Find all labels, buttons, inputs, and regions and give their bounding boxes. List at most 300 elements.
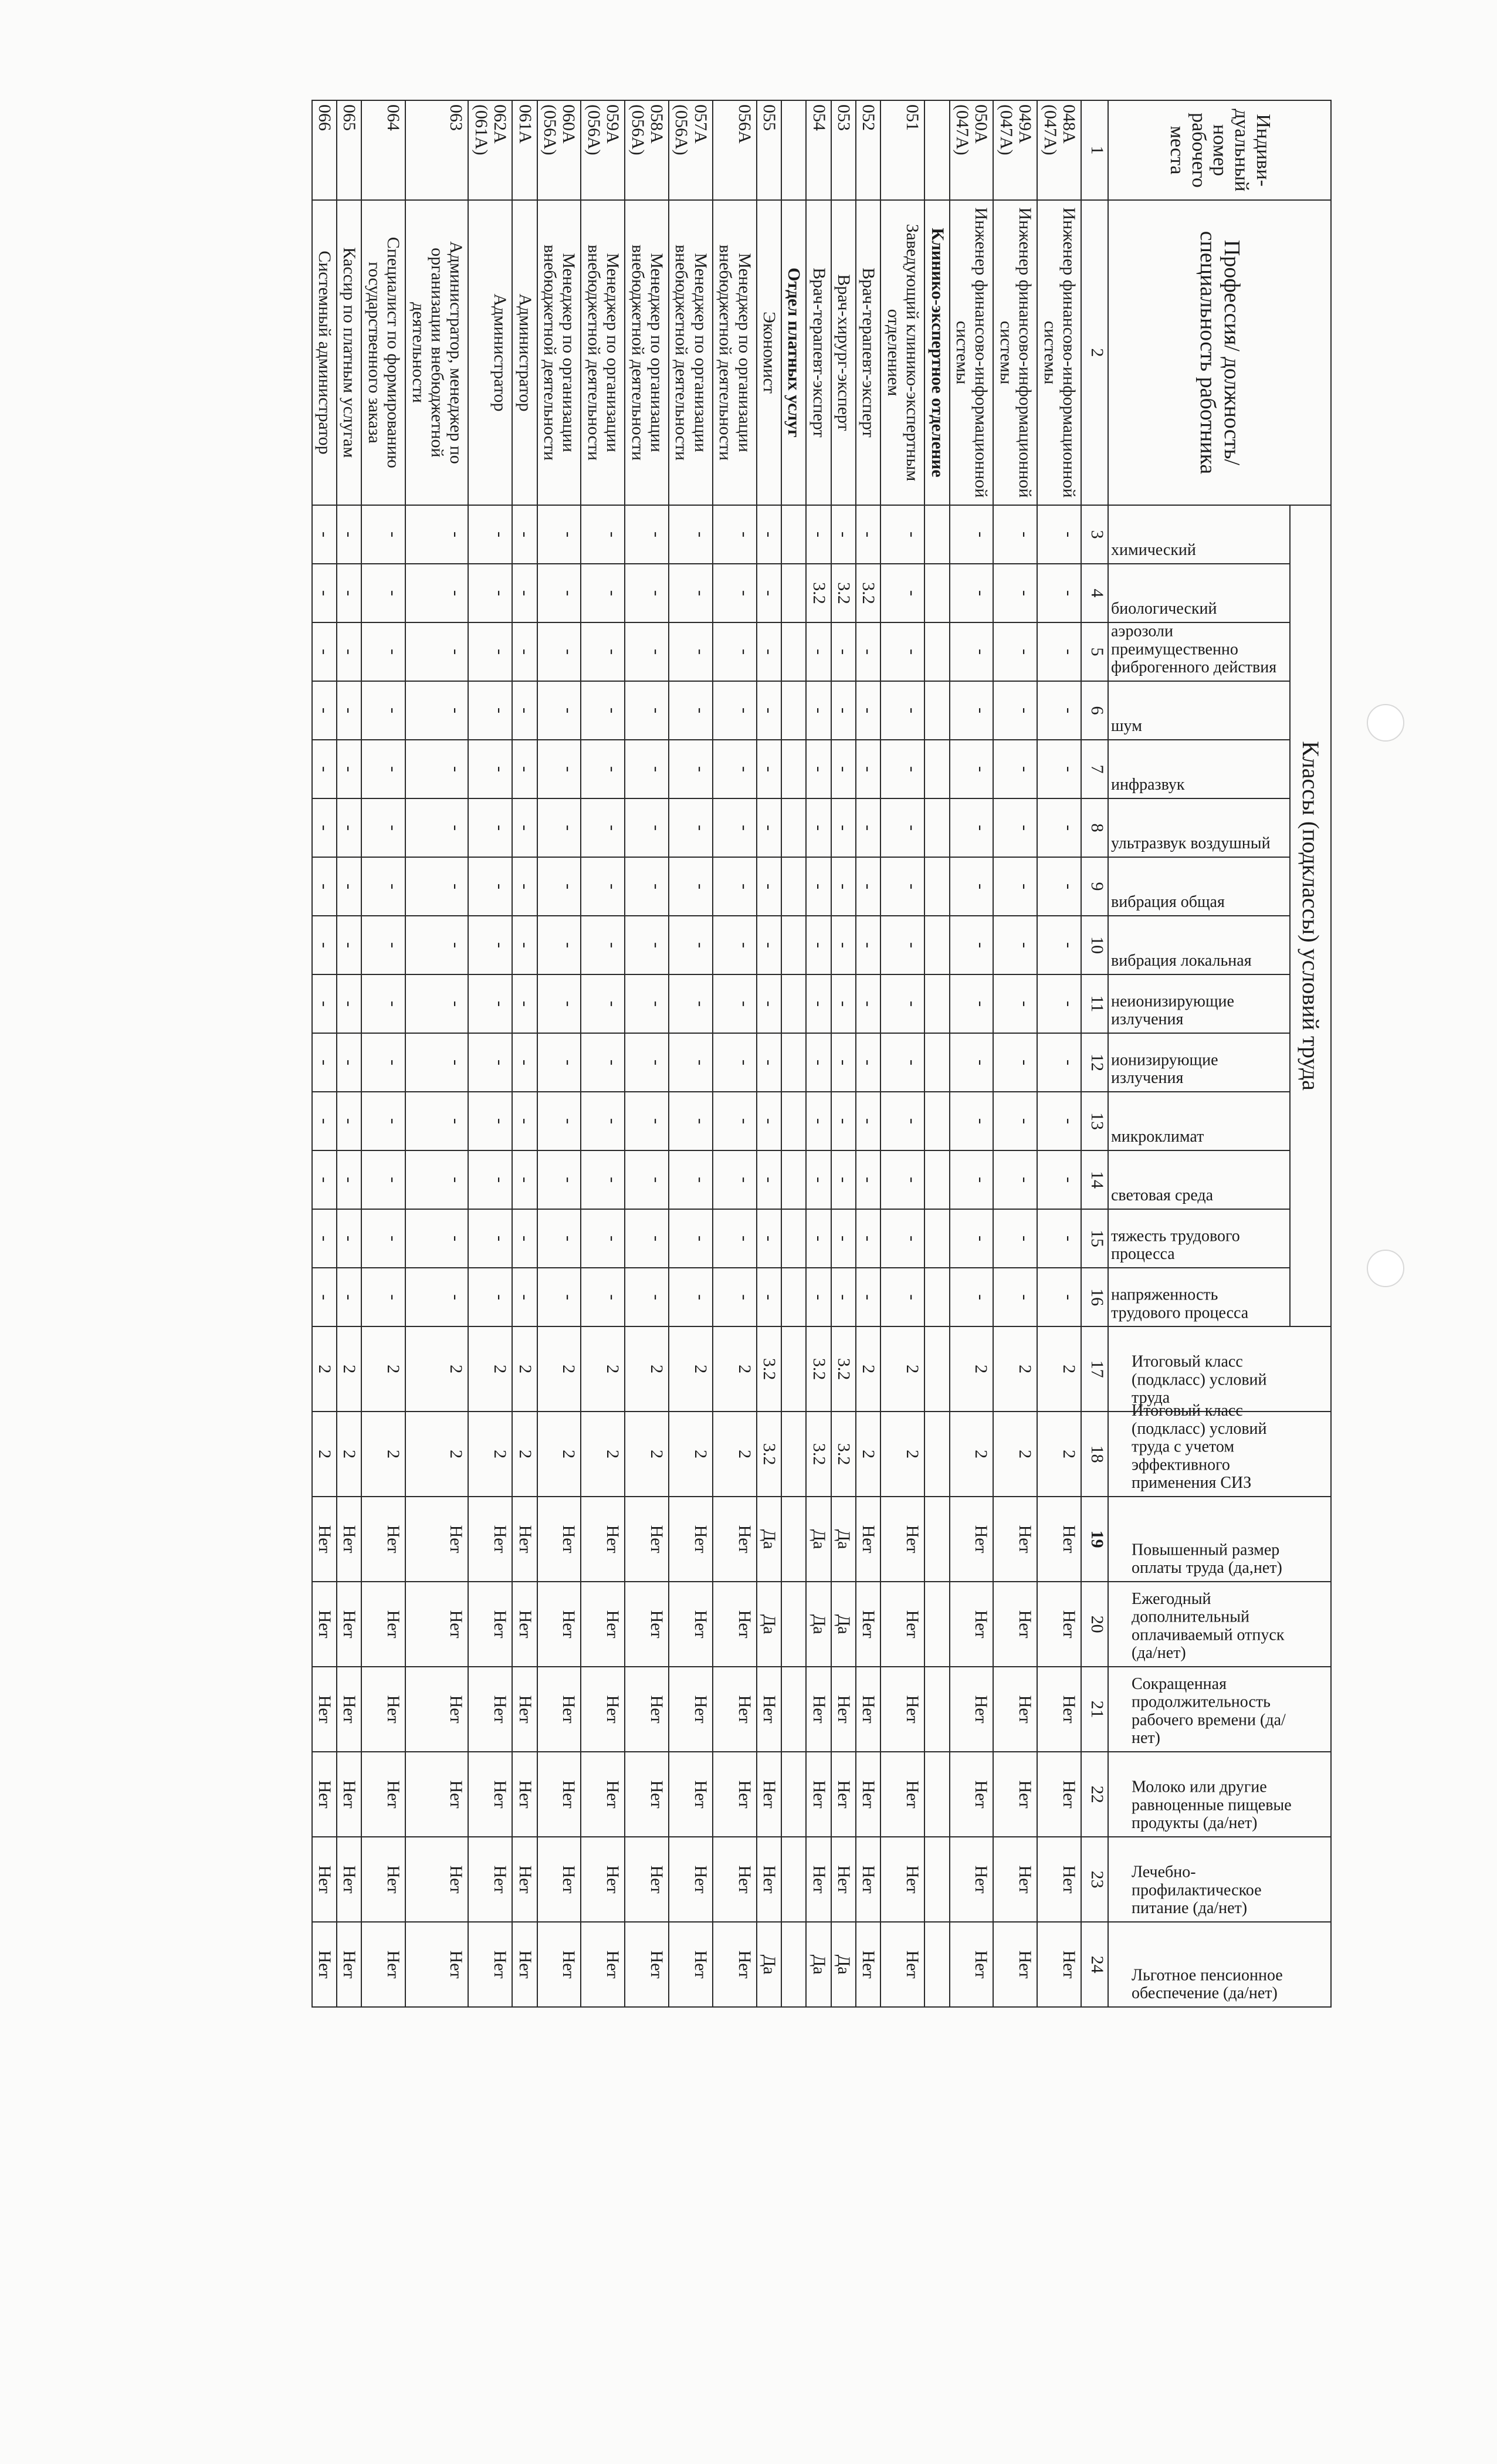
factor-class-cell: -: [856, 1150, 880, 1209]
profession: Системный администратор: [312, 200, 337, 505]
guarantee-cell: Нет: [405, 1667, 468, 1752]
factor-class-cell: -: [405, 1268, 468, 1326]
factor-class-cell: -: [856, 1033, 880, 1092]
header-factor: [1108, 857, 1290, 916]
factor-class-cell: -: [856, 505, 880, 564]
total-class-siz-cell: 2: [625, 1412, 669, 1497]
header-factor-label: световая среда: [1111, 1186, 1214, 1205]
guarantee-cell: Да: [757, 1497, 781, 1582]
section-empty-cell: [924, 916, 949, 974]
section-empty-cell: [924, 1092, 949, 1150]
section-empty-cell: [924, 1837, 949, 1922]
workplace-number: 058А (056А): [625, 100, 669, 200]
factor-class-cell: -: [468, 564, 512, 622]
table-row: [625, 100, 669, 2007]
table-row: [468, 100, 512, 2007]
conditions-table-sheet: [135, 100, 1332, 2003]
factor-class-cell: -: [880, 1150, 924, 1209]
factor-class-cell: -: [856, 974, 880, 1033]
guarantee-cell: Нет: [337, 1837, 361, 1922]
factor-class-cell: -: [757, 681, 781, 740]
factor-class-cell: -: [669, 564, 713, 622]
factor-class-cell: -: [537, 1092, 581, 1150]
header-extra-7: [1108, 1837, 1331, 1922]
section-empty-cell: [781, 681, 806, 740]
factor-class-cell: -: [669, 622, 713, 681]
factor-class-cell: -: [806, 1268, 831, 1326]
factor-class-cell: -: [312, 798, 337, 857]
factor-class-cell: -: [512, 1209, 537, 1268]
total-class-cell: 2: [468, 1326, 512, 1412]
header-factor: [1108, 1268, 1290, 1326]
section-empty-cell: [924, 1582, 949, 1667]
header-extra-3-label: Повышенный размер оплаты труда (да,нет): [1132, 1541, 1282, 1578]
total-class-cell: 2: [713, 1326, 757, 1412]
factor-class-cell: -: [950, 974, 994, 1033]
table-body: [312, 100, 1081, 2007]
header-factor: [1108, 1209, 1290, 1268]
total-class-cell: 2: [993, 1326, 1037, 1412]
guarantee-cell: Нет: [993, 1837, 1037, 1922]
section-empty-cell: [781, 916, 806, 974]
table-row: [856, 100, 880, 2007]
factor-class-cell: -: [950, 740, 994, 798]
guarantee-cell: Нет: [468, 1667, 512, 1752]
profession: Инженер финансово-информационной системы: [950, 200, 994, 505]
total-class-siz-cell: 2: [993, 1412, 1037, 1497]
factor-class-cell: -: [993, 916, 1037, 974]
guarantee-cell: Нет: [537, 1837, 581, 1922]
section-empty-cell: [924, 974, 949, 1033]
section-empty-cell: [924, 1209, 949, 1268]
factor-class-cell: -: [831, 740, 856, 798]
factor-class-cell: -: [856, 1092, 880, 1150]
factor-class-cell: -: [1037, 1033, 1081, 1092]
section-empty-cell: [924, 505, 949, 564]
factor-class-cell: -: [856, 857, 880, 916]
guarantee-cell: Нет: [713, 1752, 757, 1837]
factor-class-cell: -: [581, 1150, 625, 1209]
header-factor: [1108, 740, 1290, 798]
factor-class-cell: -: [1037, 1092, 1081, 1150]
header-extra-1: [1108, 1326, 1331, 1412]
factor-class-cell: 3.2: [806, 564, 831, 622]
column-number: 11: [1081, 974, 1108, 1033]
guarantee-cell: Нет: [468, 1497, 512, 1582]
guarantee-cell: Нет: [806, 1752, 831, 1837]
factor-class-cell: -: [831, 798, 856, 857]
factor-class-cell: -: [468, 1209, 512, 1268]
guarantee-cell: Нет: [581, 1497, 625, 1582]
factor-class-cell: -: [880, 1092, 924, 1150]
guarantee-cell: Нет: [880, 1837, 924, 1922]
guarantee-cell: Нет: [669, 1922, 713, 2007]
section-empty-cell: [924, 622, 949, 681]
section-empty-cell: [924, 740, 949, 798]
total-class-siz-cell: 2: [512, 1412, 537, 1497]
factor-class-cell: -: [831, 1150, 856, 1209]
column-number: 1: [1081, 100, 1108, 200]
guarantee-cell: Нет: [880, 1667, 924, 1752]
factor-class-cell: -: [713, 740, 757, 798]
section-empty-cell: [781, 622, 806, 681]
factor-class-cell: -: [405, 1209, 468, 1268]
guarantee-cell: Нет: [405, 1922, 468, 2007]
factor-class-cell: -: [312, 622, 337, 681]
section-empty-cell: [781, 1033, 806, 1092]
factor-class-cell: -: [806, 1092, 831, 1150]
total-class-siz-cell: 2: [362, 1412, 406, 1497]
guarantee-cell: Нет: [581, 1667, 625, 1752]
factor-class-cell: -: [1037, 798, 1081, 857]
header-extra-7-label: Лечебно-профилактическое питание (да/нет): [1132, 1863, 1262, 1918]
section-empty-cell: [924, 1667, 949, 1752]
factor-class-cell: -: [312, 857, 337, 916]
factor-class-cell: -: [537, 798, 581, 857]
guarantee-cell: Нет: [993, 1497, 1037, 1582]
workplace-number: 066: [312, 100, 337, 200]
factor-class-cell: -: [405, 564, 468, 622]
factor-class-cell: -: [806, 857, 831, 916]
table-row: [362, 100, 406, 2007]
factor-class-cell: -: [713, 681, 757, 740]
factor-class-cell: -: [362, 974, 406, 1033]
factor-class-cell: -: [337, 974, 361, 1033]
column-number: 8: [1081, 798, 1108, 857]
guarantee-cell: Нет: [831, 1667, 856, 1752]
guarantee-cell: Нет: [537, 1752, 581, 1837]
guarantee-cell: Нет: [669, 1582, 713, 1667]
factor-class-cell: -: [806, 1033, 831, 1092]
table-row: [950, 100, 994, 2007]
header-workplace-number: Индиви-дуальный номер рабочего места: [1108, 100, 1331, 200]
guarantee-cell: Нет: [337, 1582, 361, 1667]
header-extra-6-label: Молоко или другие равноценные пищевые продукты (да/нет): [1132, 1778, 1292, 1833]
total-class-cell: 2: [950, 1326, 994, 1412]
factor-class-cell: -: [625, 916, 669, 974]
header-extra-2-label: Итоговый класс (подкласс) условий труда с учетом эффективного применения СИЗ: [1132, 1402, 1267, 1492]
factor-class-cell: -: [625, 974, 669, 1033]
profession: Инженер финансово-информационной системы: [1037, 200, 1081, 505]
guarantee-cell: Нет: [625, 1497, 669, 1582]
factor-class-cell: -: [856, 681, 880, 740]
guarantee-cell: Нет: [950, 1752, 994, 1837]
factor-class-cell: -: [405, 1033, 468, 1092]
factor-class-cell: -: [831, 1092, 856, 1150]
factor-class-cell: -: [993, 798, 1037, 857]
total-class-cell: 2: [625, 1326, 669, 1412]
guarantee-cell: Нет: [405, 1497, 468, 1582]
section-empty-cell: [781, 1326, 806, 1412]
factor-class-cell: -: [337, 564, 361, 622]
factor-class-cell: -: [625, 1092, 669, 1150]
factor-class-cell: -: [950, 1209, 994, 1268]
header-profession: Профессия/ должность/ специальность работника: [1108, 200, 1331, 505]
header-factor: [1108, 1033, 1290, 1092]
header-factor-label: ионизирующие излучения: [1111, 1051, 1218, 1088]
profession: Врач-терапевт-эксперт: [856, 200, 880, 505]
header-factor: [1108, 974, 1290, 1033]
profession: Менеджер по организации внебюджетной деятельности: [713, 200, 757, 505]
factor-class-cell: -: [880, 857, 924, 916]
factor-class-cell: -: [757, 564, 781, 622]
total-class-siz-cell: 2: [713, 1412, 757, 1497]
guarantee-cell: Нет: [581, 1582, 625, 1667]
factor-class-cell: -: [880, 974, 924, 1033]
guarantee-cell: Нет: [713, 1497, 757, 1582]
workplace-number: 051: [880, 100, 924, 200]
factor-class-cell: -: [757, 857, 781, 916]
total-class-siz-cell: 2: [669, 1412, 713, 1497]
total-class-cell: 2: [581, 1326, 625, 1412]
total-class-cell: 2: [669, 1326, 713, 1412]
factor-class-cell: -: [669, 1033, 713, 1092]
guarantee-cell: Нет: [625, 1752, 669, 1837]
factor-class-cell: -: [625, 1033, 669, 1092]
total-class-cell: 2: [312, 1326, 337, 1412]
factor-class-cell: -: [537, 681, 581, 740]
factor-class-cell: -: [880, 505, 924, 564]
section-empty-cell: [924, 100, 949, 200]
total-class-siz-cell: 2: [950, 1412, 994, 1497]
header-row-column-numbers: [1081, 100, 1108, 2007]
guarantee-cell: Нет: [950, 1582, 994, 1667]
profession: Менеджер по организации внебюджетной деятельности: [537, 200, 581, 505]
guarantee-cell: Нет: [581, 1837, 625, 1922]
factor-class-cell: -: [581, 1268, 625, 1326]
guarantee-cell: Да: [831, 1497, 856, 1582]
profession: Администратор, менеджер по организации внебюджетной деятельности: [405, 200, 468, 505]
guarantee-cell: Нет: [950, 1922, 994, 2007]
factor-class-cell: -: [405, 1092, 468, 1150]
factor-class-cell: -: [312, 505, 337, 564]
factor-class-cell: -: [362, 681, 406, 740]
factor-class-cell: -: [625, 740, 669, 798]
total-class-siz-cell: 2: [312, 1412, 337, 1497]
factor-class-cell: -: [537, 1268, 581, 1326]
profession: Экономист: [757, 200, 781, 505]
guarantee-cell: Нет: [405, 1837, 468, 1922]
factor-class-cell: -: [625, 681, 669, 740]
guarantee-cell: Нет: [362, 1752, 406, 1837]
guarantee-cell: Нет: [537, 1667, 581, 1752]
table-row: [757, 100, 781, 2007]
total-class-cell: 2: [856, 1326, 880, 1412]
section-empty-cell: [781, 505, 806, 564]
guarantee-cell: Нет: [512, 1837, 537, 1922]
header-extra-4-label: Ежегодный дополнительный оплачиваемый отпуск (да/нет): [1132, 1589, 1285, 1663]
guarantee-cell: Да: [806, 1497, 831, 1582]
table-row: [993, 100, 1037, 2007]
factor-class-cell: -: [468, 622, 512, 681]
profession: Администратор: [512, 200, 537, 505]
factor-class-cell: -: [362, 564, 406, 622]
factor-class-cell: -: [512, 916, 537, 974]
factor-class-cell: -: [880, 916, 924, 974]
factor-class-cell: -: [993, 1033, 1037, 1092]
guarantee-cell: Нет: [337, 1497, 361, 1582]
factor-class-cell: -: [537, 1150, 581, 1209]
factor-class-cell: -: [405, 798, 468, 857]
guarantee-cell: Нет: [880, 1752, 924, 1837]
factor-class-cell: -: [831, 974, 856, 1033]
guarantee-cell: Нет: [993, 1667, 1037, 1752]
factor-class-cell: -: [405, 857, 468, 916]
guarantee-cell: Нет: [581, 1922, 625, 2007]
factor-class-cell: -: [468, 916, 512, 974]
factor-class-cell: -: [806, 1209, 831, 1268]
header-extra-3: [1108, 1497, 1331, 1582]
guarantee-cell: Нет: [993, 1582, 1037, 1667]
workplace-number: 049А (047А): [993, 100, 1037, 200]
guarantee-cell: Нет: [362, 1497, 406, 1582]
total-class-siz-cell: 3.2: [831, 1412, 856, 1497]
factor-class-cell: -: [312, 1033, 337, 1092]
guarantee-cell: Нет: [856, 1667, 880, 1752]
factor-class-cell: -: [757, 1092, 781, 1150]
factor-class-cell: -: [405, 916, 468, 974]
section-empty-cell: [924, 1326, 949, 1412]
factor-class-cell: -: [537, 974, 581, 1033]
guarantee-cell: Нет: [856, 1837, 880, 1922]
table-row: [405, 100, 468, 2007]
header-factor-label: биологический: [1111, 600, 1217, 618]
factor-class-cell: -: [337, 1209, 361, 1268]
factor-class-cell: -: [512, 1033, 537, 1092]
header-factor-label: микроклимат: [1111, 1128, 1204, 1146]
factor-class-cell: -: [581, 1209, 625, 1268]
factor-class-cell: -: [362, 740, 406, 798]
factor-class-cell: -: [669, 1209, 713, 1268]
header-factor: [1108, 505, 1290, 564]
header-factor-label: химический: [1111, 541, 1196, 560]
guarantee-cell: Нет: [512, 1922, 537, 2007]
header-factor: [1108, 681, 1290, 740]
guarantee-cell: Нет: [1037, 1922, 1081, 2007]
factor-class-cell: -: [512, 681, 537, 740]
guarantee-cell: Нет: [713, 1582, 757, 1667]
factor-class-cell: -: [669, 740, 713, 798]
factor-class-cell: -: [950, 857, 994, 916]
guarantee-cell: Нет: [880, 1582, 924, 1667]
factor-class-cell: -: [337, 1092, 361, 1150]
workplace-number: 048А (047А): [1037, 100, 1081, 200]
factor-class-cell: -: [337, 798, 361, 857]
total-class-cell: 2: [880, 1326, 924, 1412]
factor-class-cell: -: [581, 798, 625, 857]
section-empty-cell: [781, 1582, 806, 1667]
total-class-siz-cell: 2: [1037, 1412, 1081, 1497]
factor-class-cell: -: [757, 622, 781, 681]
factor-class-cell: -: [512, 974, 537, 1033]
workplace-number: 060А (056А): [537, 100, 581, 200]
total-class-cell: 2: [362, 1326, 406, 1412]
factor-class-cell: -: [537, 564, 581, 622]
guarantee-cell: Нет: [856, 1497, 880, 1582]
section-empty-cell: [781, 1667, 806, 1752]
factor-class-cell: -: [468, 1150, 512, 1209]
table-row: [537, 100, 581, 2007]
guarantee-cell: Нет: [468, 1922, 512, 2007]
guarantee-cell: Нет: [405, 1752, 468, 1837]
guarantee-cell: Да: [831, 1582, 856, 1667]
factor-class-cell: -: [362, 1092, 406, 1150]
factor-class-cell: -: [581, 505, 625, 564]
total-class-cell: 2: [1037, 1326, 1081, 1412]
factor-class-cell: -: [831, 1033, 856, 1092]
factor-class-cell: -: [312, 1150, 337, 1209]
workplace-number: 055: [757, 100, 781, 200]
factor-class-cell: -: [1037, 1268, 1081, 1326]
factor-class-cell: -: [831, 622, 856, 681]
guarantee-cell: Нет: [537, 1922, 581, 2007]
section-empty-cell: [781, 100, 806, 200]
factor-class-cell: -: [806, 505, 831, 564]
factor-class-cell: -: [950, 916, 994, 974]
workplace-number: 057А (056А): [669, 100, 713, 200]
header-factor-label: шум: [1111, 717, 1142, 736]
factor-class-cell: -: [713, 1033, 757, 1092]
header-factor: [1108, 622, 1290, 681]
factor-class-cell: -: [468, 740, 512, 798]
section-empty-cell: [781, 1150, 806, 1209]
guarantee-cell: Нет: [468, 1837, 512, 1922]
guarantee-cell: Нет: [880, 1497, 924, 1582]
workplace-number: 064: [362, 100, 406, 200]
total-class-cell: 2: [512, 1326, 537, 1412]
factor-class-cell: -: [993, 1092, 1037, 1150]
table-row: [713, 100, 757, 2007]
guarantee-cell: Нет: [1037, 1497, 1081, 1582]
guarantee-cell: Нет: [669, 1497, 713, 1582]
factor-class-cell: -: [405, 974, 468, 1033]
guarantee-cell: Нет: [950, 1497, 994, 1582]
header-factor: [1108, 1150, 1290, 1209]
factor-class-cell: -: [757, 1150, 781, 1209]
section-empty-cell: [781, 1092, 806, 1150]
guarantee-cell: Нет: [831, 1837, 856, 1922]
section-empty-cell: [781, 1268, 806, 1326]
factor-class-cell: -: [468, 1268, 512, 1326]
header-extra-2: [1108, 1402, 1331, 1497]
table-row: [880, 100, 924, 2007]
factor-class-cell: -: [713, 1092, 757, 1150]
section-empty-cell: [924, 681, 949, 740]
factor-class-cell: -: [757, 1209, 781, 1268]
column-number: 10: [1081, 916, 1108, 974]
header-factor: [1108, 916, 1290, 974]
factor-class-cell: -: [581, 1033, 625, 1092]
guarantee-cell: Нет: [362, 1667, 406, 1752]
guarantee-cell: Нет: [950, 1837, 994, 1922]
total-class-cell: 2: [337, 1326, 361, 1412]
total-class-siz-cell: 2: [405, 1412, 468, 1497]
guarantee-cell: Нет: [337, 1922, 361, 2007]
total-class-cell: 2: [405, 1326, 468, 1412]
column-number: 14: [1081, 1150, 1108, 1209]
header-extra-4: [1108, 1582, 1331, 1667]
factor-class-cell: -: [993, 1150, 1037, 1209]
factor-class-cell: -: [880, 564, 924, 622]
section-row: [924, 100, 949, 2007]
guarantee-cell: Нет: [537, 1497, 581, 1582]
factor-class-cell: -: [312, 681, 337, 740]
section-title: Отдел платных услуг: [781, 200, 806, 505]
total-class-cell: 3.2: [831, 1326, 856, 1412]
table-row: [1037, 100, 1081, 2007]
guarantee-cell: Нет: [312, 1837, 337, 1922]
section-empty-cell: [781, 740, 806, 798]
